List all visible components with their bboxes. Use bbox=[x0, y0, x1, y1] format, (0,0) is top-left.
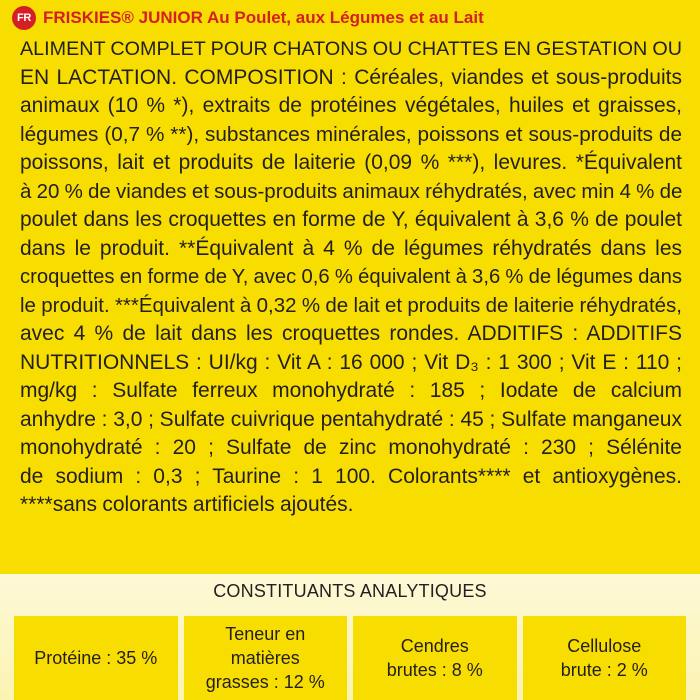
language-badge: FR bbox=[12, 6, 36, 30]
composition-line: légumes (0,7 % **), substances minérales, poissons et sous-produits de bbox=[20, 122, 682, 146]
product-header bbox=[12, 6, 484, 30]
composition-line: croquettes en forme de Y, avec 0,6 % équivalent à 3,6 % de légumes dans bbox=[20, 266, 682, 288]
analytics-cell-ash bbox=[353, 616, 517, 700]
product-title: FRISKIES® JUNIOR Au Poulet, aux Légumes et au Lait bbox=[43, 8, 484, 27]
analytics-cell-fat bbox=[184, 616, 348, 700]
composition-line: ALIMENT COMPLET POUR CHATONS OU CHATTES EN GESTATION OU bbox=[20, 38, 682, 60]
composition-line: mg/kg : Sulfate ferreux monohydraté : 185 ; Iodate de calcium bbox=[20, 379, 682, 402]
composition-line: anhydre : 3,0 ; Sulfate cuivrique pentahydraté : 45 ; Sulfate manganeux bbox=[20, 407, 682, 431]
analytics-cell-protein bbox=[14, 616, 178, 700]
composition-line: EN LACTATION. COMPOSITION : Céréales, viandes et sous-produits bbox=[20, 65, 682, 89]
analytics-cell-text: Protéine : 35 % bbox=[34, 648, 158, 668]
composition-line: monohydraté : 20 ; Sulfate de zinc monohydraté : 230 ; Sélénite bbox=[20, 436, 682, 459]
composition-line: de sodium : 0,3 ; Taurine : 1 100. Colorants**** et antioxygènes. bbox=[20, 464, 682, 488]
composition-line: poissons, lait et produits de laiterie (0,09 % ***), levures. *Équivalent bbox=[20, 151, 682, 174]
composition-line: le produit. ***Équivalent à 0,32 % de lait et produits de laiterie réhydratés, bbox=[20, 293, 682, 317]
composition-line: poulet dans les croquettes en forme de Y, équivalent à 3,6 % de poulet bbox=[20, 208, 682, 231]
analytics-cell-text: brute : 2 % bbox=[560, 660, 648, 680]
analytics-title: CONSTITUANTS ANALYTIQUES bbox=[213, 581, 487, 601]
composition-line: animaux (10 % *), extraits de protéines végétales, huiles et graisses, bbox=[20, 94, 682, 117]
analytics-cell-text: grasses : 12 % bbox=[205, 672, 325, 692]
analytics-cell-fibre bbox=[523, 616, 687, 700]
composition-line: avec 4 % de lait dans les croquettes rondes. ADDITIFS : ADDITIFS bbox=[20, 322, 682, 345]
analytics-cell-text: matières bbox=[230, 648, 300, 668]
analytics-cell-text: Cendres bbox=[400, 636, 469, 656]
analytics-cell-text: Teneur en bbox=[225, 624, 306, 644]
analytics-cell-text: Cellulose bbox=[567, 636, 642, 656]
composition-line: NUTRITIONNELS : UI/kg : Vit A : 16 000 ; Vit D₃ : 1 300 ; Vit E : 110 ; bbox=[20, 350, 682, 374]
composition-line: dans le produit. **Équivalent à 4 % de légumes réhydratés dans les bbox=[20, 236, 682, 260]
analytics-cell-text: brutes : 8 % bbox=[386, 660, 483, 680]
composition-text bbox=[20, 35, 682, 520]
composition-line: ****sans colorants artificiels ajoutés. bbox=[20, 493, 354, 516]
composition-line: à 20 % de viandes et sous-produits animaux réhydratés, avec min 4 % de bbox=[20, 179, 683, 203]
analytics-table bbox=[14, 616, 686, 700]
